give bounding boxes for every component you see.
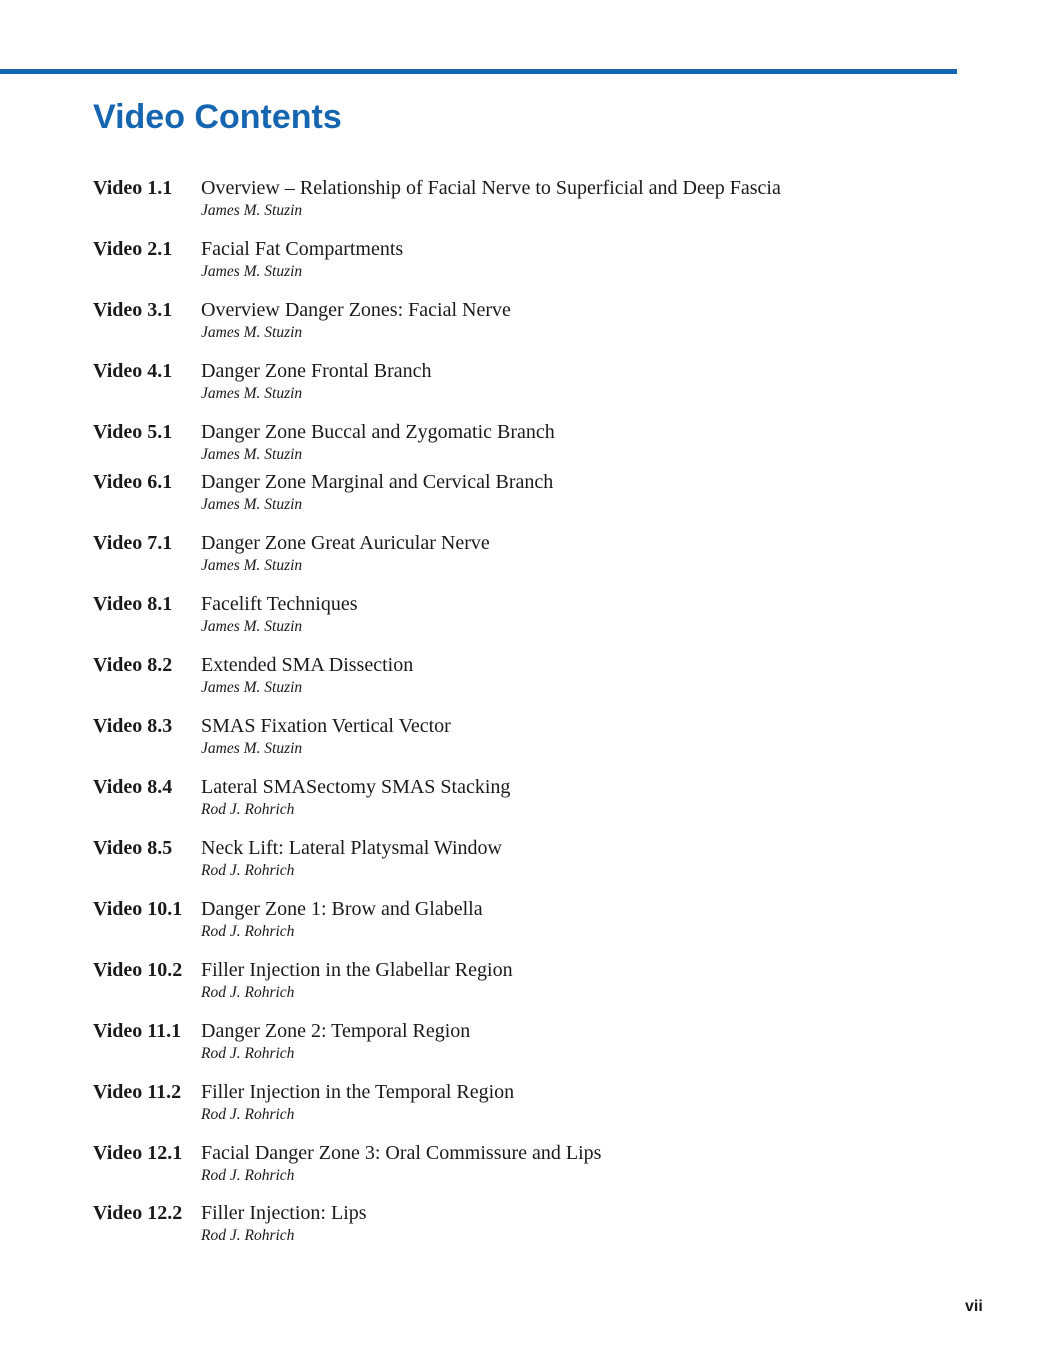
video-title: SMAS Fixation Vertical Vector	[201, 715, 451, 737]
video-title: Facelift Techniques	[201, 593, 358, 615]
video-author: James M. Stuzin	[201, 202, 303, 219]
video-author: Rod J. Rohrich	[201, 862, 295, 879]
video-label: Video 10.2	[93, 959, 183, 981]
video-label: Video 11.2	[93, 1081, 182, 1103]
video-title: Overview Danger Zones: Facial Nerve	[201, 299, 511, 321]
video-author: Rod J. Rohrich	[201, 923, 295, 940]
video-label: Video 8.1	[93, 593, 173, 615]
video-label: Video 8.2	[93, 654, 173, 676]
video-author: Rod J. Rohrich	[201, 1167, 295, 1184]
video-label: Video 2.1	[93, 238, 173, 260]
video-entry	[93, 1080, 953, 1130]
video-entry	[93, 1019, 953, 1069]
video-title: Danger Zone Frontal Branch	[201, 360, 432, 382]
video-list	[93, 0, 953, 1363]
video-author: James M. Stuzin	[201, 446, 303, 463]
video-author: Rod J. Rohrich	[201, 1045, 295, 1062]
video-label: Video 4.1	[93, 360, 173, 382]
video-title: Danger Zone Marginal and Cervical Branch	[201, 471, 554, 493]
video-author: James M. Stuzin	[201, 324, 303, 341]
video-entry	[93, 836, 953, 886]
video-title: Filler Injection: Lips	[201, 1202, 367, 1224]
video-label: Video 10.1	[93, 898, 183, 920]
video-entry	[93, 714, 953, 764]
video-author: Rod J. Rohrich	[201, 801, 295, 818]
video-title: Danger Zone Great Auricular Nerve	[201, 532, 490, 554]
video-entry	[93, 653, 953, 703]
video-label: Video 8.4	[93, 776, 173, 798]
video-entry	[93, 592, 953, 642]
page-number: vii	[965, 1298, 983, 1315]
video-title: Overview – Relationship of Facial Nerve to Superficial and Deep Fascia	[201, 177, 781, 199]
video-entry	[93, 298, 953, 348]
video-entry	[93, 470, 953, 520]
video-label: Video 3.1	[93, 299, 173, 321]
video-author: James M. Stuzin	[201, 740, 303, 757]
video-label: Video 7.1	[93, 532, 173, 554]
video-title: Danger Zone Buccal and Zygomatic Branch	[201, 421, 555, 443]
page-title: Video Contents	[93, 98, 342, 136]
video-title: Facial Fat Compartments	[201, 238, 404, 260]
video-title: Danger Zone 1: Brow and Glabella	[201, 898, 483, 920]
video-entry	[93, 237, 953, 287]
video-title: Facial Danger Zone 3: Oral Commissure and Lips	[201, 1142, 602, 1164]
video-entry	[93, 1201, 953, 1251]
video-entry	[93, 958, 953, 1008]
video-entry	[93, 1141, 953, 1191]
video-title: Filler Injection in the Temporal Region	[201, 1081, 515, 1103]
video-entry	[93, 531, 953, 581]
video-label: Video 8.3	[93, 715, 173, 737]
video-author: James M. Stuzin	[201, 263, 303, 280]
video-author: James M. Stuzin	[201, 385, 303, 402]
video-title: Danger Zone 2: Temporal Region	[201, 1020, 471, 1042]
video-author: James M. Stuzin	[201, 557, 303, 574]
video-author: James M. Stuzin	[201, 679, 303, 696]
video-author: Rod J. Rohrich	[201, 1106, 295, 1123]
video-title: Filler Injection in the Glabellar Region	[201, 959, 513, 981]
video-label: Video 5.1	[93, 421, 173, 443]
video-author: Rod J. Rohrich	[201, 1227, 295, 1244]
video-entry	[93, 420, 953, 470]
video-entry	[93, 897, 953, 947]
video-label: Video 12.2	[93, 1202, 183, 1224]
video-label: Video 6.1	[93, 471, 173, 493]
video-title: Extended SMA Dissection	[201, 654, 414, 676]
video-label: Video 12.1	[93, 1142, 183, 1164]
video-title: Lateral SMASectomy SMAS Stacking	[201, 776, 511, 798]
video-label: Video 1.1	[93, 177, 173, 199]
video-entry	[93, 176, 953, 226]
video-entry	[93, 359, 953, 409]
video-label: Video 11.1	[93, 1020, 182, 1042]
video-author: James M. Stuzin	[201, 496, 303, 513]
video-title: Neck Lift: Lateral Platysmal Window	[201, 837, 502, 859]
video-author: Rod J. Rohrich	[201, 984, 295, 1001]
video-label: Video 8.5	[93, 837, 173, 859]
video-entry	[93, 775, 953, 825]
video-author: James M. Stuzin	[201, 618, 303, 635]
